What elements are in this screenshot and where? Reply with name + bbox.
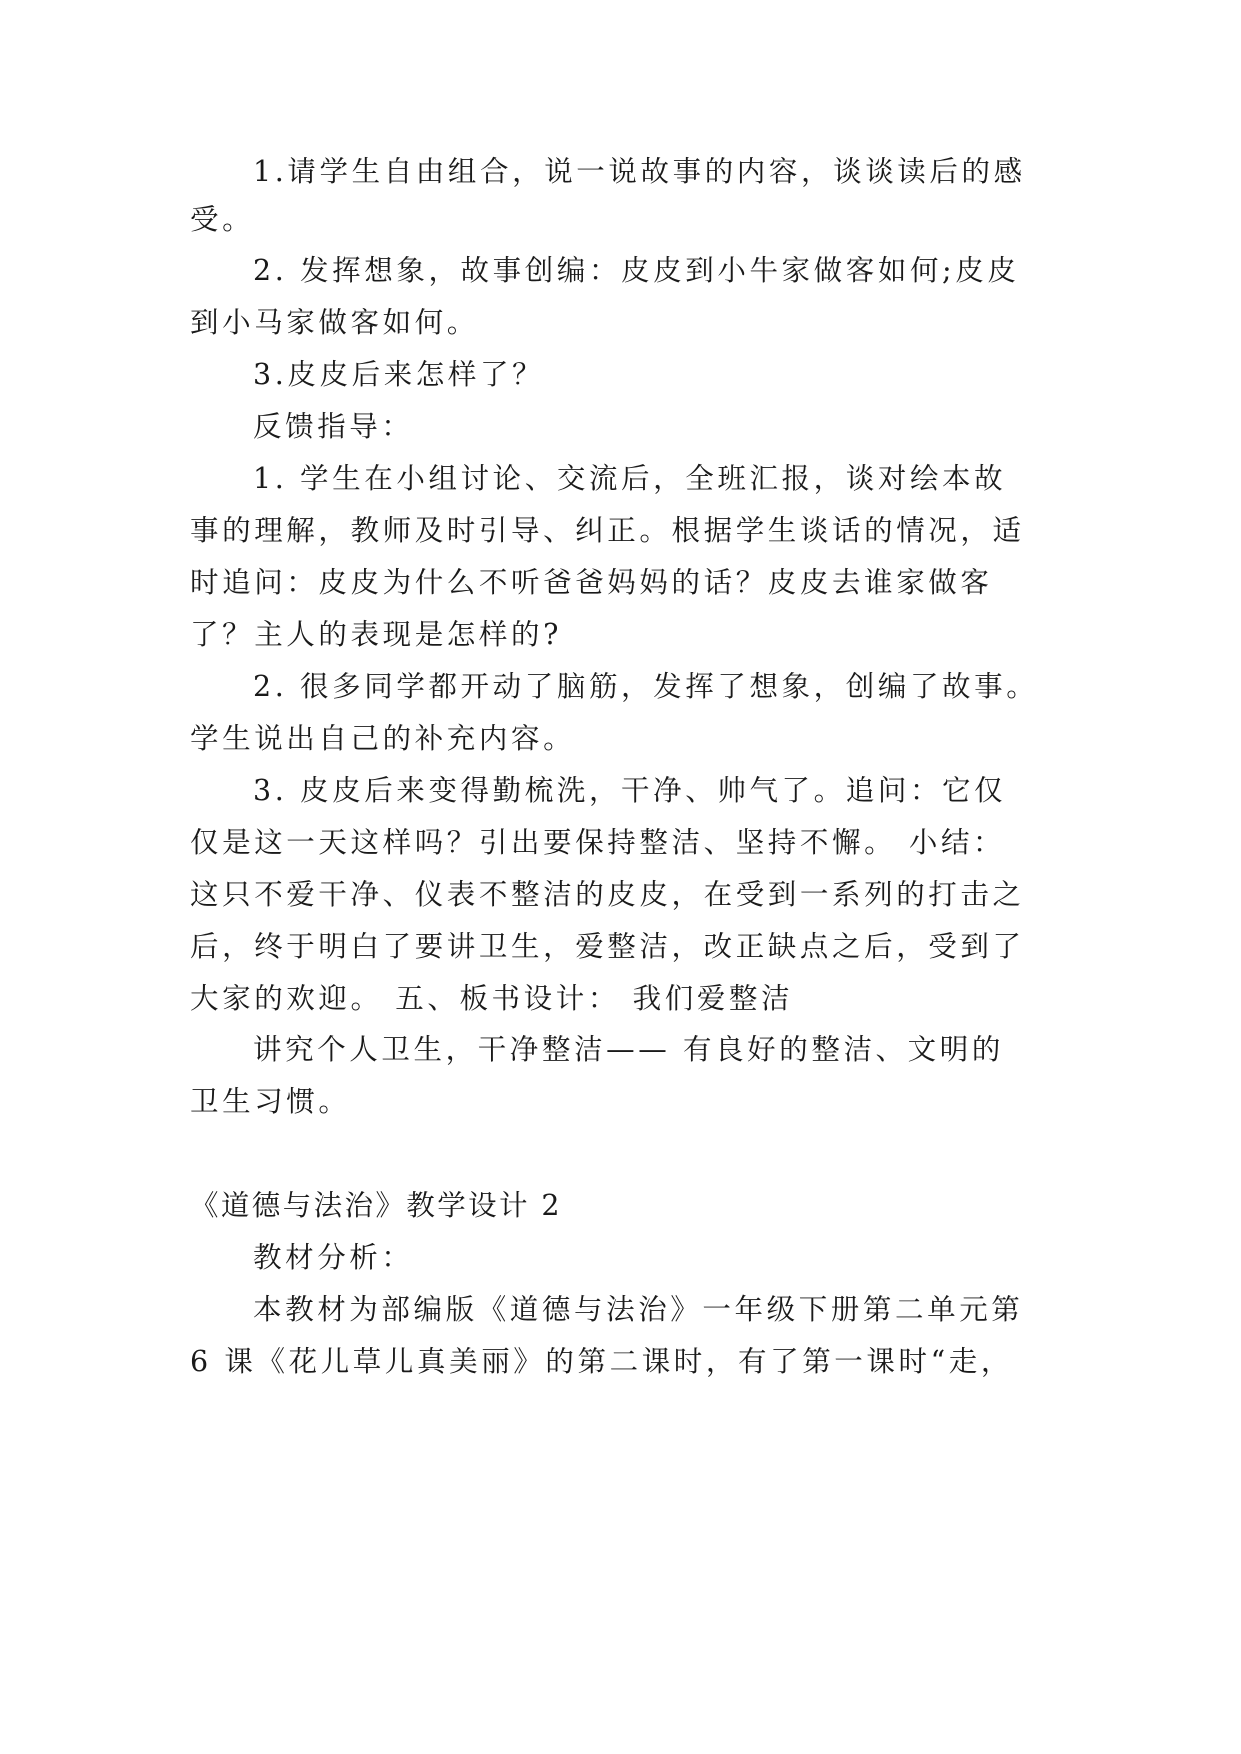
paragraph-line: 本教材为部编版《道德与法治》一年级下册第二单元第	[253, 1293, 1024, 1326]
paragraph-line: 6 课《花儿草儿真美丽》的第二课时，有了第一课时“走，	[190, 1345, 1013, 1378]
paragraph-line: 了？主人的表现是怎样的?	[190, 618, 562, 651]
paragraph-line: 教材分析：	[253, 1241, 414, 1274]
paragraph-line: 时追问：皮皮为什么不听爸爸妈妈的话？皮皮去谁家做客	[190, 566, 993, 599]
paragraph-line: 3. 皮皮后来变得勤梳洗，干净、帅气了。追问：它仅	[253, 774, 1007, 807]
paragraph-line: 2. 很多同学都开动了脑筋，发挥了想象，创编了故事。	[253, 670, 1039, 703]
paragraph-line: 后，终于明白了要讲卫生，爱整洁，改正缺点之后，受到了	[190, 930, 1025, 963]
paragraph-line: 卫生习惯。	[190, 1085, 351, 1118]
paragraph-line: 1. 学生在小组讨论、交流后，全班汇报，谈对绘本故	[253, 462, 1007, 495]
section-heading: 《道德与法治》教学设计 2	[190, 1189, 562, 1222]
paragraph-line: 仅是这一天这样吗？引出要保持整洁、坚持不懈。 小结：	[190, 826, 1006, 859]
paragraph-line: 到小马家做客如何。	[190, 306, 479, 339]
paragraph-line: 2. 发挥想象，故事创编：皮皮到小牛家做客如何;皮皮	[253, 254, 1020, 287]
paragraph-line: 学生说出自己的补充内容。	[190, 722, 576, 755]
paragraph-line: 1.请学生自由组合，说一说故事的内容，谈谈读后的感	[253, 155, 1026, 188]
paragraph-line: 3.皮皮后来怎样了？	[253, 358, 545, 391]
paragraph-line: 事的理解，教师及时引导、纠正。根据学生谈话的情况，适	[190, 514, 1025, 547]
paragraph-line: 反馈指导：	[253, 410, 414, 443]
paragraph-line: 大家的欢迎。 五、板书设计： 我们爱整洁	[190, 982, 794, 1015]
paragraph-line: 受。	[190, 203, 255, 236]
paragraph-line: 讲究个人卫生，干净整洁—— 有良好的整洁、文明的	[253, 1033, 1004, 1066]
paragraph-line: 这只不爱干净、仪表不整洁的皮皮，在受到一系列的打击之	[190, 878, 1025, 911]
